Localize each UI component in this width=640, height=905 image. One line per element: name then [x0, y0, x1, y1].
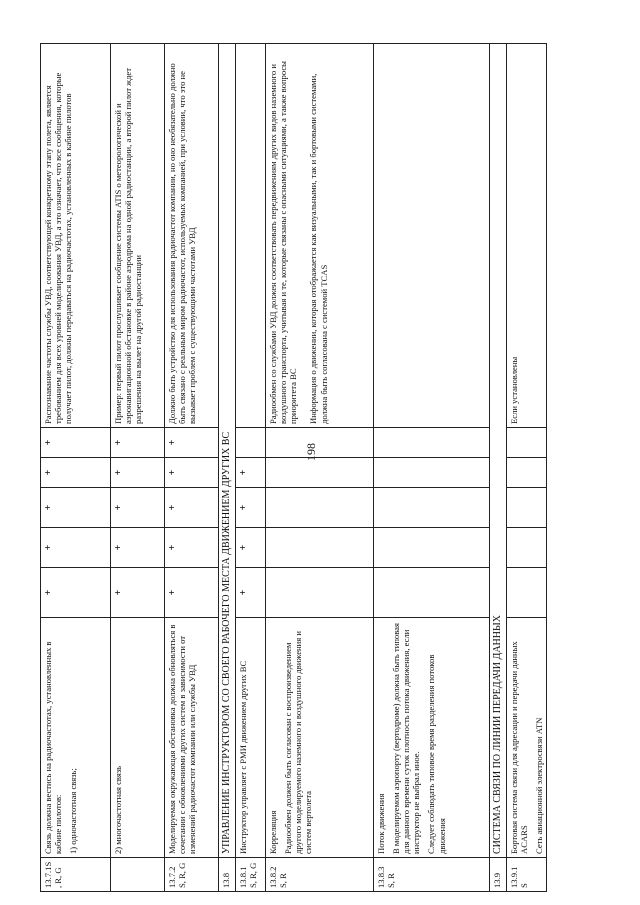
row-number: 13.8.1 S, R, G [235, 858, 265, 892]
level-mark [265, 568, 373, 618]
description-paragraph: В моделируемом аэропорту (вертодроме) должна быть типовая для данного времени суток плотность потока движения, если инструктор не выбрал иное. [390, 623, 422, 854]
level-mark [506, 528, 546, 568]
level-mark: + [41, 488, 111, 528]
description-paragraph: Связь должна вестись на радиочастотах, установленных в кабине пилотов: [43, 641, 64, 854]
description-paragraph: 2) многочастотная связь [113, 765, 123, 854]
level-mark [373, 488, 489, 528]
row-number [111, 858, 165, 892]
level-mark [265, 428, 373, 458]
level-mark [265, 528, 373, 568]
table-row [373, 44, 489, 892]
section-title: СИСТЕМА СВЯЗИ ПО ЛИНИИ ПЕРЕДАЧИ ДАННЫХ [489, 44, 506, 858]
level-mark: + [41, 528, 111, 568]
level-mark: + [41, 428, 111, 458]
level-mark [506, 488, 546, 528]
level-mark: + [235, 568, 265, 618]
level-mark: + [111, 458, 165, 488]
page-number: 198 [304, 443, 318, 461]
requirement-description [111, 618, 165, 858]
level-mark [373, 428, 489, 458]
requirement-description [373, 618, 489, 858]
row-number: 13.8.2 S, R [265, 858, 373, 892]
requirement-description [506, 618, 546, 858]
row-number: 13.8.3 S, R [373, 858, 489, 892]
level-mark [265, 458, 373, 488]
section-number: 13.8 [219, 858, 236, 892]
requirement-note: Радиообмен со службами УВД должен соответствовать передвижениям других видов наземного и воздушного транспорта, учитывая и те, которые связаны с опасными ситуациями, а также вопросы приоритета ВС Информация о движении, которая отображается как визуальными, так и бортовыми системами, должна быть согласована с системой TCAS [265, 44, 373, 428]
section-number: 13.9 [489, 858, 506, 892]
level-mark [373, 458, 489, 488]
requirement-note: Пример: первый пилот прослушивает сообщение системы ATIS о метеорологической и аэронавигационной обстановке в районе аэродрома на одной радиостанции, а второй пилот ждет разрешения на вылет на другой радиостанции [111, 44, 165, 428]
level-mark [265, 488, 373, 528]
requirement-note [373, 44, 489, 428]
level-mark [235, 428, 265, 458]
requirement-description [265, 618, 373, 858]
description-paragraph: Инструктор управляет с РМИ движением других ВС [237, 660, 248, 854]
description-paragraph: Следует соблюдать типовое время разделения потоков движения [426, 654, 447, 854]
level-mark: + [165, 458, 219, 488]
table-row [41, 44, 111, 892]
row-number: 13.9.1 S [506, 858, 546, 892]
description-paragraph: Радиообмен должен быть согласован с воспроизведением другого моделируемого наземного и воздушного движения и систем вертолета [282, 631, 314, 854]
level-mark: + [165, 568, 219, 618]
level-mark [506, 428, 546, 458]
requirement-note: Если установлены [506, 44, 546, 428]
requirements-table [40, 43, 547, 892]
level-mark: + [111, 568, 165, 618]
level-mark: + [235, 488, 265, 528]
level-mark [373, 528, 489, 568]
table-row [265, 44, 373, 892]
level-mark: + [235, 458, 265, 488]
level-mark: + [165, 488, 219, 528]
table-row [506, 44, 546, 892]
level-mark: + [235, 528, 265, 568]
table-body [41, 44, 547, 892]
row-number: 13.7.2 S, R, G [165, 858, 219, 892]
level-mark: + [165, 428, 219, 458]
requirement-description [235, 618, 265, 858]
level-mark [506, 568, 546, 618]
table-row [165, 44, 219, 892]
level-mark: + [111, 428, 165, 458]
requirement-note: Должно быть устройство для использования радиочастот компании, но оно необязательно должно быть связано с реальным миром радиочастот, используемых компанией, при условии, что это не вызывает проблем с существующими частотами УВД [165, 44, 219, 428]
rotated-table-container [40, 44, 544, 892]
level-mark: + [111, 488, 165, 528]
row-number: 13.7.1S , R, G [41, 858, 111, 892]
description-paragraph: Корреляция [267, 810, 278, 854]
requirement-note: Распознавание частоты службы УВД, соответствующей конкретному этапу полета, является требованием для всех уровней моделирования УВД, а это означает, что все сообщения, которые получает пилот, должны передаваться на радиочастотах, установленных в кабине пилотов [41, 44, 111, 428]
level-mark: + [111, 528, 165, 568]
description-paragraph: Моделируемая окружающая обстановка должна обновляться в сочетании с обновлениями других систем в зависимости от изменений радиочастот компании или службы УВД [167, 624, 198, 854]
level-mark: + [41, 458, 111, 488]
section-row [489, 44, 506, 892]
requirement-description [165, 618, 219, 858]
level-mark: + [165, 528, 219, 568]
description-paragraph: 1) одночастотная связь; [68, 768, 79, 854]
description-paragraph: Сеть авиационной электросвязи ATN [533, 717, 544, 854]
description-paragraph: Поток движения [375, 793, 386, 854]
requirement-note [235, 44, 265, 428]
section-row [219, 44, 236, 892]
table-row [235, 44, 265, 892]
level-mark [373, 568, 489, 618]
level-mark [506, 458, 546, 488]
section-title: УПРАВЛЕНИЕ ИНСТРУКТОРОМ СО СВОЕГО РАБОЧЕГО МЕСТА ДВИЖЕНИЕМ ДРУГИХ ВС [219, 44, 236, 858]
table-row [111, 44, 165, 892]
description-paragraph: Бортовая система связи для адресации и передачи данных ACARS [508, 641, 529, 854]
level-mark: + [41, 568, 111, 618]
requirement-description [41, 618, 111, 858]
